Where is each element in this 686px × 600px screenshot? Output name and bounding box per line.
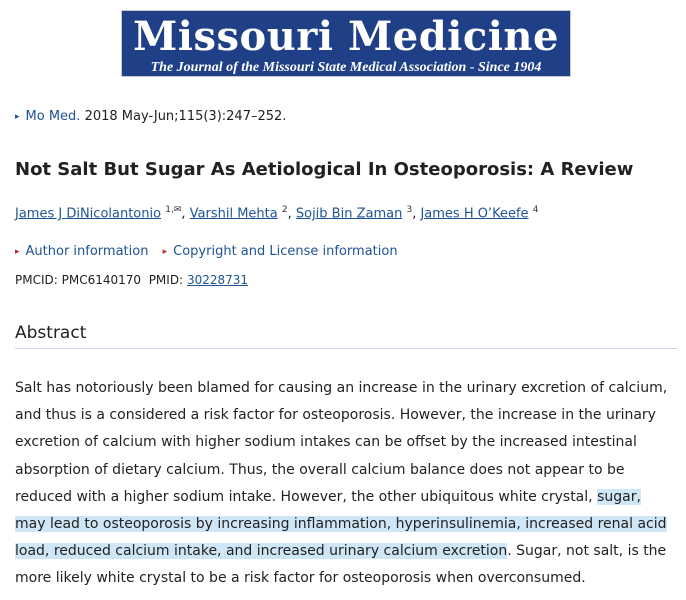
triangle-bullet-icon: ▸ [162, 247, 168, 257]
journal-banner[interactable] [121, 10, 571, 77]
abstract-heading: Abstract [15, 322, 677, 349]
affiliation-number: 4 [532, 205, 539, 215]
affiliation-number: 1, [165, 205, 174, 215]
citation-details: 2018 May-Jun;115(3):247–252. [84, 109, 287, 124]
pmid-label: PMID: [148, 273, 184, 287]
mail-icon[interactable]: ✉ [173, 205, 182, 215]
pmid-link[interactable]: 30228731 [186, 273, 249, 287]
banner-title: Missouri Medicine [133, 13, 559, 60]
affiliation-number: 3 [406, 205, 413, 215]
author-link[interactable]: Varshil Mehta [189, 206, 278, 222]
author-information-link[interactable]: Author information [25, 244, 149, 259]
banner-subtitle: The Journal of the Missouri State Medical Association - Since 1904 [150, 60, 542, 75]
abstract-text-start: Salt has notoriously been blamed for causing an increase in the urinary excretion of calcium, and thus is a considered a risk factor for osteoporosis. However, the increase in the urinary excretion of calcium with higher sodium intakes can be offset by the increased intestinal absorption of dietary calcium. Thus, the overall calcium balance does not appear to be reduced with a higher sodium intake. However, the other ubiquitous white crystal, [15, 380, 668, 505]
abstract-text [15, 375, 675, 593]
pmcid-value: PMC6140170 [61, 273, 142, 287]
author-link[interactable]: James H O’Keefe [420, 206, 529, 222]
journal-link[interactable]: Mo Med. [25, 109, 81, 124]
affiliation-number: 2 [281, 205, 288, 215]
triangle-bullet-icon: ▸ [15, 247, 20, 257]
pmcid-label: PMCID: [15, 273, 58, 287]
copyright-license-link[interactable]: Copyright and License information [173, 244, 398, 259]
article-ids [15, 271, 248, 289]
article-info-links [15, 243, 398, 261]
author-affiliation [165, 205, 181, 215]
abstract-text-end: . Sugar, not salt, is the more likely white crystal to be a risk factor for osteoporosis when overconsumed. [15, 543, 667, 587]
citation [15, 108, 286, 126]
author-link[interactable]: Sojib Bin Zaman [295, 206, 403, 222]
author-link[interactable]: James J DiNicolantonio [15, 206, 162, 222]
highlighted-selection: sugar, may lead to osteoporosis by increasing inflammation, hyperinsulinemia, increased renal acid load, reduced calcium intake, and increased urinary calcium excretion [15, 488, 667, 560]
article-title: Not Salt But Sugar As Aetiological In Osteoporosis: A Review [15, 159, 634, 180]
triangle-bullet-icon: ▸ [15, 112, 20, 122]
author-list: James J DiNicolantonio $^{1,✉}$, Varshil Mehta $^2$, Sojib Bin Zaman $^3$, James H O’Keefe $^4$ [15, 205, 539, 222]
